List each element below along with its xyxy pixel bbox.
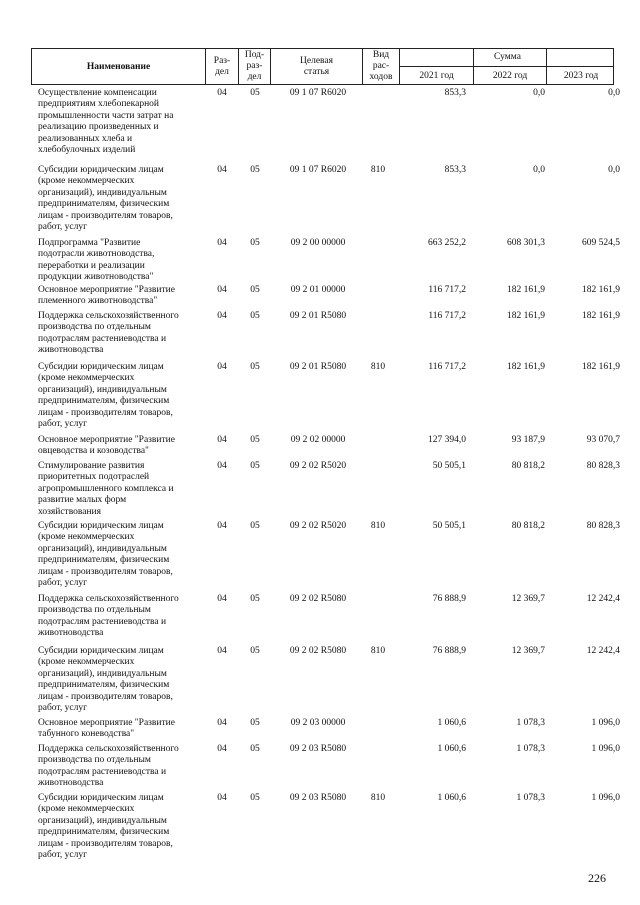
header-year-2022: 2022 год	[492, 71, 528, 81]
row-celevaya-statya: 09 2 02 00000	[290, 435, 346, 445]
row-vid-rashodov: 810	[370, 793, 386, 803]
row-podrazdel: 05	[250, 435, 260, 445]
row-vid-rashodov: 810	[370, 646, 386, 656]
row-sum-2021: 127 394,0	[428, 435, 466, 445]
row-podrazdel: 05	[250, 646, 260, 656]
row-sum-2022: 182 161,9	[507, 362, 545, 372]
row-sum-2023: 12 242,4	[586, 646, 620, 656]
row-sum-2022: 0,0	[533, 88, 545, 98]
row-celevaya-statya: 09 2 02 R5080	[289, 594, 347, 604]
row-name: Осуществление компенсации предприятиям хлебопекарной промышленности части затрат на реализацию произведенных и реализованных хлеба и хлебобулочных изделий	[38, 88, 174, 156]
row-celevaya-statya: 09 2 02 R5080	[289, 646, 347, 656]
row-celevaya-statya: 09 1 07 R6020	[289, 165, 347, 175]
row-sum-2022: 182 161,9	[507, 285, 545, 295]
row-sum-2022: 1 078,3	[516, 793, 545, 803]
row-celevaya-statya: 09 2 03 R5080	[289, 793, 347, 803]
header-podrazdel: Под- раз- дел	[244, 50, 265, 82]
row-name: Поддержка сельскохозяйственного производства по отдельным подотраслям растениеводства и животноводства	[38, 311, 179, 356]
row-sum-2023: 12 242,4	[586, 594, 620, 604]
header-vid-rashodov: Вид рас- ходов	[369, 50, 393, 82]
header-razdel: Раз- дел	[213, 56, 231, 77]
row-sum-2023: 1 096,0	[591, 718, 620, 728]
header-name: Наименование	[86, 62, 151, 72]
row-sum-2022: 0,0	[533, 165, 545, 175]
row-celevaya-statya: 09 2 03 R5080	[289, 744, 347, 754]
row-podrazdel: 05	[250, 88, 260, 98]
row-sum-2023: 609 524,5	[582, 238, 620, 248]
row-sum-2023: 80 828,3	[586, 461, 620, 471]
row-celevaya-statya: 09 2 01 R5080	[289, 311, 347, 321]
row-razdel: 04	[217, 744, 227, 754]
row-razdel: 04	[217, 285, 227, 295]
row-sum-2023: 182 161,9	[582, 311, 620, 321]
row-razdel: 04	[217, 461, 227, 471]
row-name: Субсидии юридическим лицам (кроме некоммерческих организаций), индивидуальным предпринимателям, физическим лицам - производителям товаров, работ, услуг	[38, 362, 173, 430]
row-sum-2021: 76 888,9	[432, 594, 466, 604]
row-podrazdel: 05	[250, 718, 260, 728]
row-razdel: 04	[217, 521, 227, 531]
row-sum-2022: 12 369,7	[511, 646, 545, 656]
row-sum-2023: 0,0	[608, 88, 620, 98]
row-podrazdel: 05	[250, 238, 260, 248]
row-sum-2021: 50 505,1	[432, 461, 466, 471]
row-name: Субсидии юридическим лицам (кроме некоммерческих организаций), индивидуальным предпринимателям, физическим лицам - производителям товаров, работ, услуг	[38, 165, 173, 233]
row-razdel: 04	[217, 435, 227, 445]
row-sum-2021: 853,3	[444, 165, 466, 175]
row-celevaya-statya: 09 2 01 00000	[290, 285, 346, 295]
row-sum-2023: 1 096,0	[591, 793, 620, 803]
row-name: Поддержка сельскохозяйственного производства по отдельным подотраслям растениеводства и животноводства	[38, 594, 179, 639]
row-sum-2022: 12 369,7	[511, 594, 545, 604]
row-podrazdel: 05	[250, 744, 260, 754]
row-name: Субсидии юридическим лицам (кроме некоммерческих организаций), индивидуальным предпринимателям, физическим лицам - производителям товаров, работ, услуг	[38, 793, 173, 861]
row-podrazdel: 05	[250, 311, 260, 321]
row-vid-rashodov: 810	[370, 165, 386, 175]
header-celevaya-statya: Целевая статья	[300, 56, 333, 77]
row-podrazdel: 05	[250, 594, 260, 604]
row-razdel: 04	[217, 646, 227, 656]
row-name: Основное мероприятие "Развитие табунного коневодства"	[38, 718, 175, 740]
row-sum-2023: 93 070,7	[586, 435, 620, 445]
row-razdel: 04	[217, 793, 227, 803]
row-sum-2023: 1 096,0	[591, 744, 620, 754]
row-razdel: 04	[217, 238, 227, 248]
row-celevaya-statya: 09 2 02 R5020	[289, 521, 347, 531]
row-sum-2023: 182 161,9	[582, 285, 620, 295]
row-sum-2021: 663 252,2	[428, 238, 466, 248]
row-sum-2021: 116 717,2	[428, 285, 466, 295]
row-razdel: 04	[217, 88, 227, 98]
row-celevaya-statya: 09 1 07 R6020	[289, 88, 347, 98]
row-name: Субсидии юридическим лицам (кроме некоммерческих организаций), индивидуальным предпринимателям, физическим лицам - производителям товаров, работ, услуг	[38, 521, 173, 589]
row-celevaya-statya: 09 2 00 00000	[290, 238, 346, 248]
row-razdel: 04	[217, 594, 227, 604]
row-podrazdel: 05	[250, 793, 260, 803]
row-podrazdel: 05	[250, 165, 260, 175]
row-sum-2021: 853,3	[444, 88, 466, 98]
row-sum-2021: 116 717,2	[428, 311, 466, 321]
page-number: 226	[588, 871, 606, 885]
row-name: Основное мероприятие "Развитие племенного животноводства"	[38, 285, 175, 307]
row-razdel: 04	[217, 362, 227, 372]
header-year-2023: 2023 год	[563, 71, 599, 81]
row-sum-2022: 608 301,3	[507, 238, 545, 248]
row-razdel: 04	[217, 165, 227, 175]
header-divider	[399, 66, 613, 67]
row-celevaya-statya: 09 2 01 R5080	[289, 362, 347, 372]
header-year-2021: 2021 год	[419, 71, 454, 81]
row-podrazdel: 05	[250, 285, 260, 295]
row-sum-2022: 1 078,3	[516, 744, 545, 754]
row-sum-2022: 182 161,9	[507, 311, 545, 321]
row-sum-2021: 76 888,9	[432, 646, 466, 656]
header-summa: Сумма	[494, 52, 521, 62]
row-razdel: 04	[217, 311, 227, 321]
row-podrazdel: 05	[250, 521, 260, 531]
row-name: Субсидии юридическим лицам (кроме некоммерческих организаций), индивидуальным предпринимателям, физическим лицам - производителям товаров, работ, услуг	[38, 646, 173, 714]
row-sum-2023: 0,0	[608, 165, 620, 175]
row-sum-2021: 116 717,2	[428, 362, 466, 372]
row-sum-2022: 93 187,9	[511, 435, 545, 445]
row-sum-2022: 80 818,2	[511, 521, 545, 531]
row-vid-rashodov: 810	[370, 521, 386, 531]
row-sum-2021: 1 060,6	[437, 793, 466, 803]
row-name: Основное мероприятие "Развитие овцеводства и козоводства"	[38, 435, 175, 457]
row-celevaya-statya: 09 2 03 00000	[290, 718, 346, 728]
table-header	[31, 48, 614, 85]
row-sum-2021: 1 060,6	[437, 718, 466, 728]
row-sum-2022: 80 818,2	[511, 461, 545, 471]
row-sum-2023: 182 161,9	[582, 362, 620, 372]
row-name: Стимулирование развития приоритетных подотраслей агропромышленного комплекса и развитие малых форм хозяйствования	[38, 461, 174, 517]
row-name: Подпрограмма "Развитие подотрасли животноводства, переработки и реализации продукции животноводства"	[38, 238, 155, 283]
row-sum-2021: 1 060,6	[437, 744, 466, 754]
row-name: Поддержка сельскохозяйственного производства по отдельным подотраслям растениеводства и животноводства	[38, 744, 179, 789]
row-podrazdel: 05	[250, 362, 260, 372]
row-podrazdel: 05	[250, 461, 260, 471]
row-celevaya-statya: 09 2 02 R5020	[289, 461, 347, 471]
row-sum-2022: 1 078,3	[516, 718, 545, 728]
row-razdel: 04	[217, 718, 227, 728]
row-sum-2021: 50 505,1	[432, 521, 466, 531]
row-sum-2023: 80 828,3	[586, 521, 620, 531]
row-vid-rashodov: 810	[370, 362, 386, 372]
